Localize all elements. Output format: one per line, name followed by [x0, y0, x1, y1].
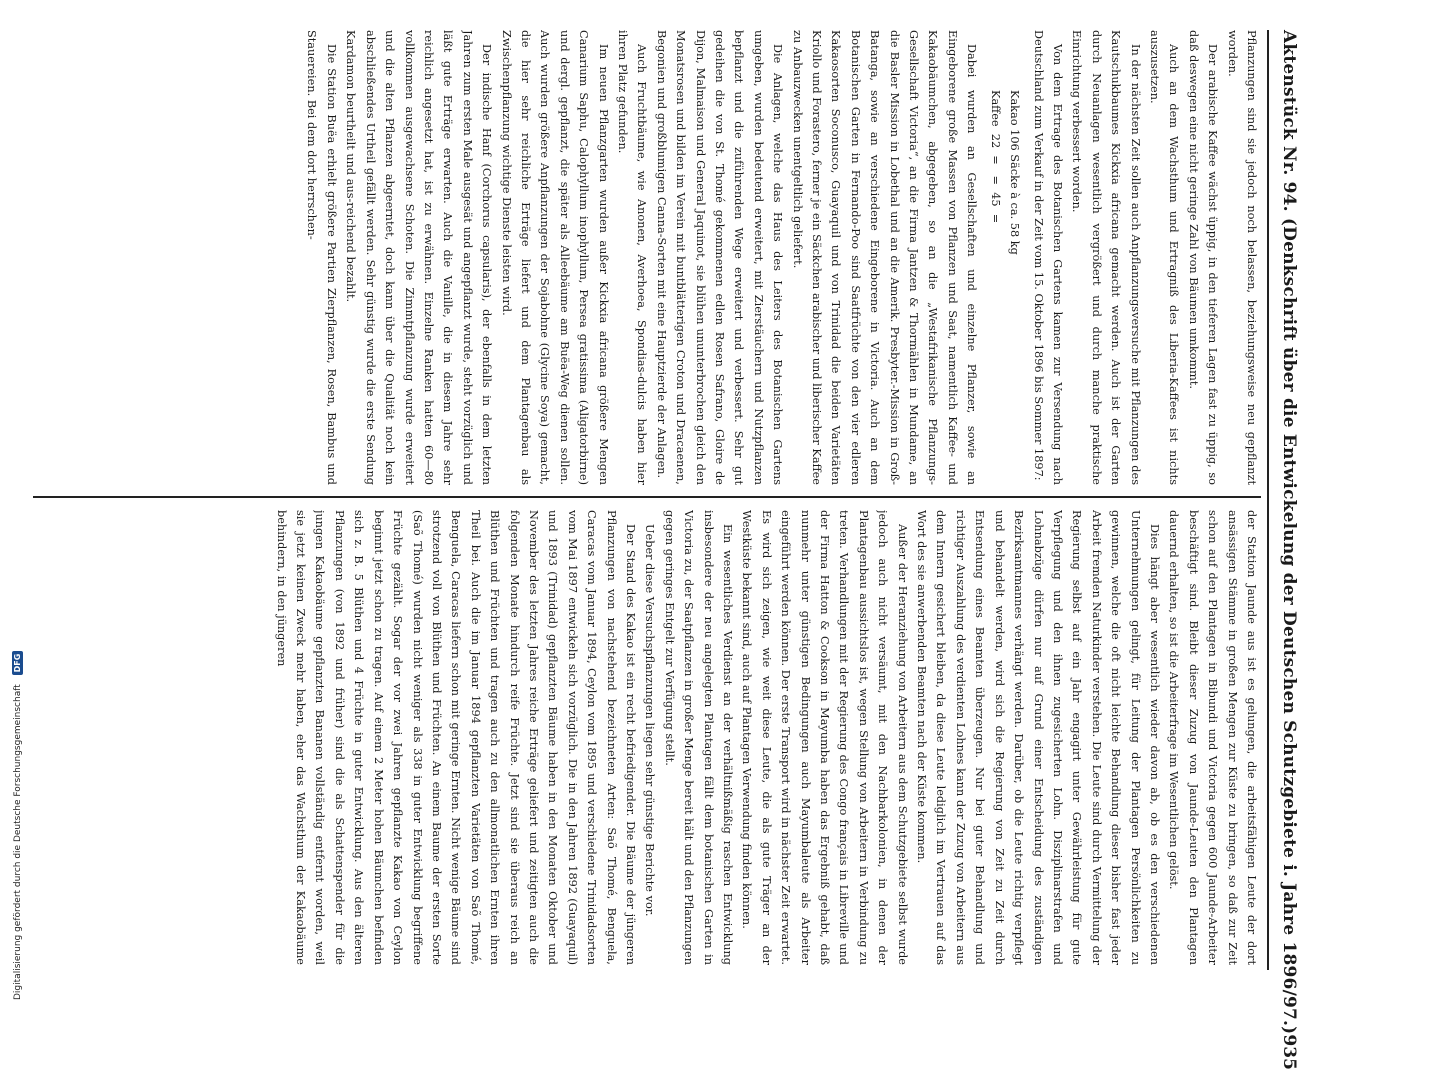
- paragraph: Die Anlagen, welche das Haus des Leiters des Botanischen Gartens umgeben, wurden bedeutend erweitert, mit Zierstäuchern und Nutzpflanzen bepflanzt und die zuführenden Wege erweitert und verbessert. Sehr gut gedeihen die von St. Thomé gekommenen edlen Rosen Safrano, Gloire de Dijon, Malmaison und General Jaquinot, sie blühen ununterbrochen gleich den Monatsrosen und bilden im Verein mit buntblätterigen Croton und Dracaenen, Begonien und großblumigen Canna-Sorten mit eine Hauptzierde der Anlagen.: [654, 30, 785, 485]
- paragraph: Ueber diese Versuchspflanzungen liegen sehr günstige Berichte vor.: [643, 524, 657, 917]
- page-header: [1271, 30, 1307, 1070]
- paragraph: Außer der Heranziehung von Arbeitern aus dem Schutzgebiete selbst wurde jedoch auch nicht versäumt, mit den Nachbarkolonien, in denen der Plantagenbau aussichtslos ist, wegen Stellung von Arbeitern in Verbindung zu treten. Verhandlungen mit der Regierung des Congo français in Libreville und der Firma Hatton & Cookson in Mayumba haben das Ergebniß gehabt, daß nunmehr unter günstigen Bedingungen auch Mayumbaleute als Arbeiter eingeführt werden können. Der erste Transport wird in nächster Zeit erwartet. Es wird sich zeigen, wie weit diese Leute, die als gute Träger an der Westküste bekannt sind, auch auf Plantagen Verwendung finden können.: [740, 510, 909, 965]
- paragraph: Dabei wurden an Gesellschaften und einzelne Pflanzer, sowie an Eingeborene große Massen von Pflanzen und Saat, namentlich Kaffee- und Kakaobäumchen, abgegeben, so an die „Westafrikanische Pflanzungs-Gesellschaft Victoria“, an die Firma Jantzen & Thormählen in Mundame, an die Basler Mission in Lobethal und an die Amerik. Presbyter.-Mission in Groß-Batanga, sowie an verschiedene Eingeborene in Victoria. Auch an dem Botanischen Garten in Fernando-Poo sind Saatfrüchte von den vier edleren Kakaosorten Soconusco, Guayaquil und von Trinidad die beiden Varietäten Kriollo und Forastero, ferner je ein Säckchen arabischer und liberischer Kaffee zu Anbauzwecken unentgeltlich geliefert.: [790, 30, 979, 485]
- paragraph: Im neuen Pflanzgarten wurden außer Kickxia africana größere Mengen Canarium Saphu, Calophyllum inophyllum, Persea gratissima (Aligatorbirne) und dergl. gepflanzt, die später als Alleebäume am Buëa-Weg dienen sollen. Auch wurden größere Anpflanzungen der Sojabohne (Glycine Soya) gemacht, die hier sehr reichliche Erträge liefert und dem Plantagenbau als Zwischenpflanzung wichtige Dienste leisten wird.: [499, 30, 610, 485]
- paragraph: Der arabische Kaffee wächst üppig, in den tieferen Lagen fast zu üppig, so daß deswegen eine nicht geringe Zahl von Bäumen umkommt.: [1186, 30, 1220, 485]
- header-rule: [1267, 30, 1269, 970]
- paragraph: Der Stand des Kakao ist ein recht befriedigender. Die Bäume der jüngeren Pflanzungen von nachstehend bezeichneten Arten: Saõ Thomé, Benguela, Caracas vom Januar 1894, Ceylon vom 1895 und verschiedene Trinidadsorten vom Mai 1897 entwickeln sich vorzüglich. Die in den Jahren 1892 (Guayaquil) und 1893 (Trinidad) gepflanzten Bäume haben in den Monaten Oktober und November des letzten Jahres reiche Erträge geliefert und zeitigten auch die folgenden Monate hindurch reife Früchte. Jetzt sind sie überaus reich an Blüthen und Früchten und tragen auch zu den allmonatlichen Ernten ihren Theil bei. Auch die im Januar 1894 gepflanzten Varietäten von Saõ Thomé, Benguela, Caracas liefern schon mit geringe Ernten. Nicht wenige Bäume sind strotzend voll von Blüthen und Früchten. An einem Baume der ersten Sorte (Saõ Thomé) wurden nicht weniger als 338 in guter Entwicklung begriffene Früchte gezählt. Sogar der vor zwei Jahren gepflanzte Kakao von Ceylon beginnt jetzt schon zu tragen. Auf einem 2 Meter hohen Bäumchen befinden sich z. B. 5 Blüthen und 4 Früchte in guter Entwicklung. Aus den älteren Pflanzungen (von 1892 und früher) sind die als Schattenspender für die jungen Kakaobäume gepflanzten Bananen vollständig entfernt worden, weil sie jetzt keinen Zweck mehr haben, eher das Wachsthum der Kakaobäume behindern, in den jüngeren: [274, 510, 637, 965]
- rotated-document-page: [27, 30, 1307, 1070]
- page-number: 935: [1279, 1034, 1299, 1070]
- paragraph: Die Station Buëa erhielt größere Partien Zierpflanzen, Rosen, Bambus und Stauereien. Bei dem dort herrschen-: [305, 30, 338, 485]
- right-column: [31, 510, 1261, 965]
- left-column: [31, 30, 1261, 485]
- paragraph: Pflanzungen sind sie jedoch noch belassen, beziehungsweise neu gepflanzt worden.: [1225, 30, 1258, 485]
- footer-credit: [12, 651, 23, 1000]
- dfg-logo: DFG: [12, 651, 23, 676]
- paragraph: In der nächsten Zeit sollen auch Anpflanzungsversuche mit Pflanzungen des Kautschukbaumes Kickxia africana gemacht werden. Auch ist der Garten durch Neuanlagen wesentlich vergrößert und durch manche praktische Einrichtung verbessert worden.: [1070, 30, 1142, 485]
- paragraph: Auch an dem Wachsthum und Ertragniß des Liberia-Kaffees ist nichts auszusetzen.: [1147, 30, 1181, 485]
- page-title: Aktenstück Nr. 94. (Denkschrift über die Entwickelung der Deutschen Schutzgebiete i. Jahre 1896/97.): [1279, 30, 1299, 1035]
- paragraph: Ein wesentliches Verdienst an der verhältnißmäßig raschen Entwicklung insbesondere der neu angelegten Plantagen fällt dem botanischen Garten in Victoria zu, der Saatpflanzen in großer Menge bereit hält und den Pflanzungen gegen geringes Entgelt zur Verfügung stellt.: [662, 510, 735, 965]
- paragraph: Dies hängt aber wesentlich wieder davon ab, ob es den verschiedenen Unternehmungen gelingt, für Leitung der Plantagen Persönlichkeiten zu gewinnen, welche die oft nicht leichte Behandlung dieser bisher fast jeder Arbeit fremden Naturkinder verstehen. Die Leute sind durch Vermittelung der Regierung selbst auf ein Jahr engagirt unter Gewährleistung für gute Verpflegung und den ihnen zugesicherten Lohn. Disziplinarstrafen und Lohnabzüge dürfen nur auf Grund einer Entscheidung des zuständigen Bezirksamtmannes verhängt werden. Darüber, ob die Leute richtig verpflegt und behandelt werden, wird sich die Regierung von Zeit zu Zeit durch Entsendung eines Beamten überzeugen. Nur bei guter Behandlung und richtiger Auszahlung des verdienten Lohnes kann der Zuzug von Arbeitern aus dem Innern gesichert bleiben, da diese Leute lediglich im Vertrauen auf das Wort des sie anwerbenden Beamten nach der Küste kommen.: [915, 510, 1161, 965]
- paragraph: Von dem Ertrage des Botanischen Gartens kamen zur Versendung nach Deutschland zum Verkauf in der Zeit vom 15. Oktober 1896 bis Sommer 1897:: [1031, 30, 1064, 485]
- column-divider: [33, 496, 1261, 498]
- paragraph: Der indische Hanf (Corchorus capsularis), der ebenfalls in dem letzten Jahren zum ersten Male ausgesät und angepflanzt wurde, steht vorzüglich und läßt gute Erträge erwarten. Auch die Vanille, die in diesem Jahre sehr reichlich angesetzt hat, ist zu erwähnen. Einzelne Ranken hatten 60—80 vollkommen ausgewachsene Schoten. Die Zimmtpflanzung wurde erweitert und die alten Pflanzen abgeerntet, doch kann über die Qualität noch kein abschließendes Urtheil gefällt werden. Sehr günstig wurde die erste Sendung Kardamon beurtheilt und aus-reichend bezahlt.: [344, 30, 494, 485]
- paragraph: Auch Fruchtbäume, wie Anonen, Averhoea, Spondias-dulcis haben hier ihren Platz gefunden.: [616, 30, 649, 485]
- footer-text: Digitalisierung gefördert durch die Deutsche Forschungsgemeinschaft: [13, 684, 23, 1000]
- paragraph: der Station Jaunde aus ist es gelungen, die arbeitsfähigen Leute der dort ansässigen Stämme in großen Mengen zur Küste zu bringen, so daß zur Zeit schon auf den Plantagen in Bibundi und Victoria gegen 600 Jaunde-Arbeiter beschäftigt sind. Bleibt dieser Zuzug von Jaunde-Leuten den Plantagen dauernd erhalten, so ist die Arbeiterfrage im Wesentlichen gelöst.: [1167, 510, 1258, 965]
- paragraph: Kakao 106 Säcke à ca. 58 kg Kaffee 22 = = 45 =: [988, 90, 1022, 255]
